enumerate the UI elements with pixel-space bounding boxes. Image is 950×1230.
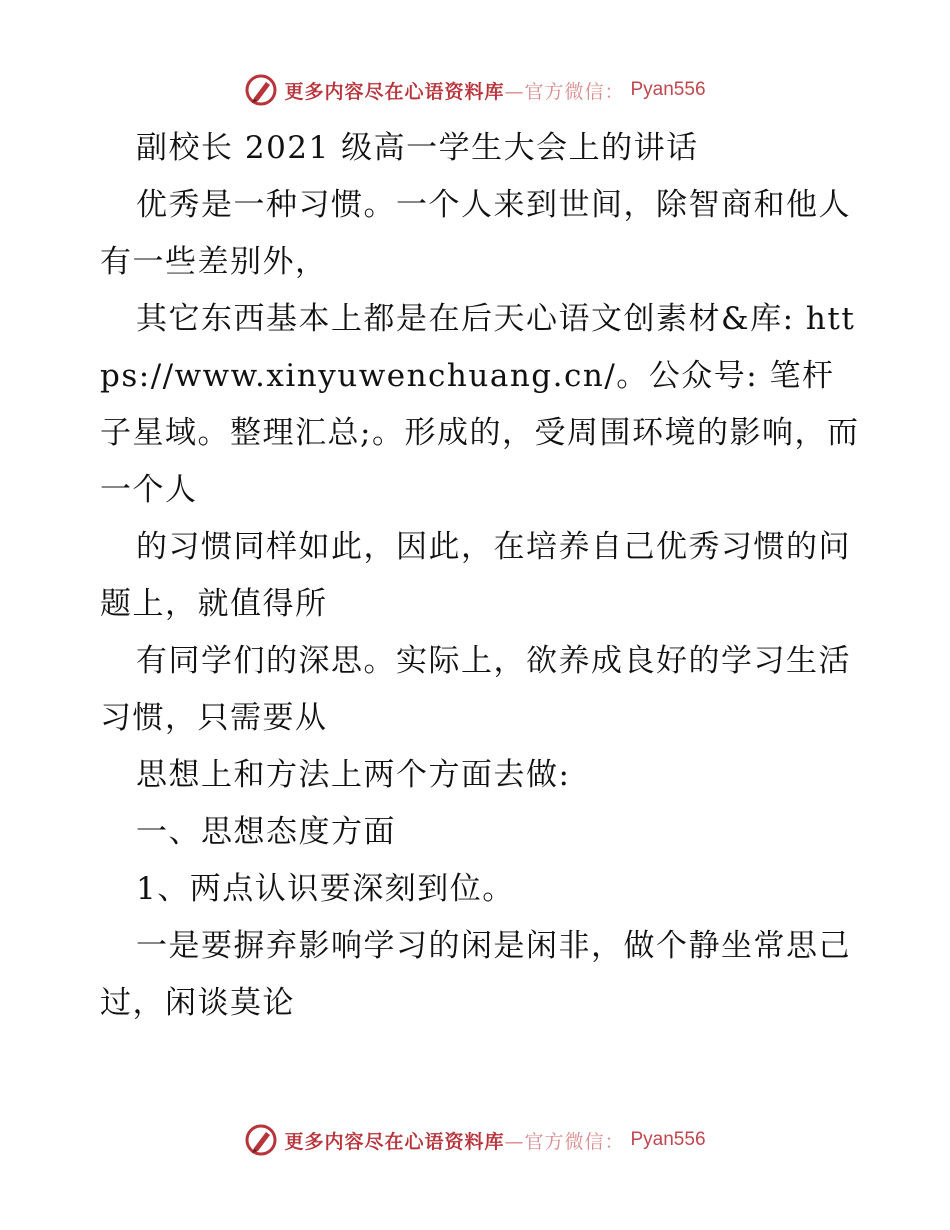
paragraph: 有同学们的深思。实际上，欲养成良好的学习生活习惯，只需要从 [100,643,851,736]
paragraph: 思想上和方法上两个方面去做: [136,757,571,793]
subsection-heading: 1、两点认识要深刻到位。 [136,871,515,907]
watermark-text: 更多内容尽在心语资料库—官方微信： [284,1130,625,1153]
watermark-text: 更多内容尽在心语资料库—官方微信： [284,80,625,103]
footer-watermark [0,1120,950,1160]
document-title: 副校长 2021 级高一学生大会上的讲话 [136,130,699,166]
watermark-handle: Pyan556 [630,1129,706,1150]
section-heading: 一、思想态度方面 [136,814,396,850]
header-watermark [0,70,950,110]
pen-logo-icon [244,73,278,107]
paragraph: 一是要摒弃影响学习的闲是闲非，做个静坐常思己过，闲谈莫论 [100,928,851,1021]
pen-logo-icon [244,1123,278,1157]
document-body [100,120,860,1032]
paragraph: 的习惯同样如此，因此，在培养自己优秀习惯的问题上，就值得所 [100,529,851,622]
paragraph: 优秀是一种习惯。一个人来到世间，除智商和他人有一些差别外， [100,187,851,280]
paragraph: 其它东西基本上都是在后天心语文创素材&库: https://www.xinyuwenchuang.cn/。公众号: 笔杆子星域。整理汇总;。形成的，受周围环境的影响，而一个人 [100,301,860,508]
watermark-handle: Pyan556 [630,79,706,100]
